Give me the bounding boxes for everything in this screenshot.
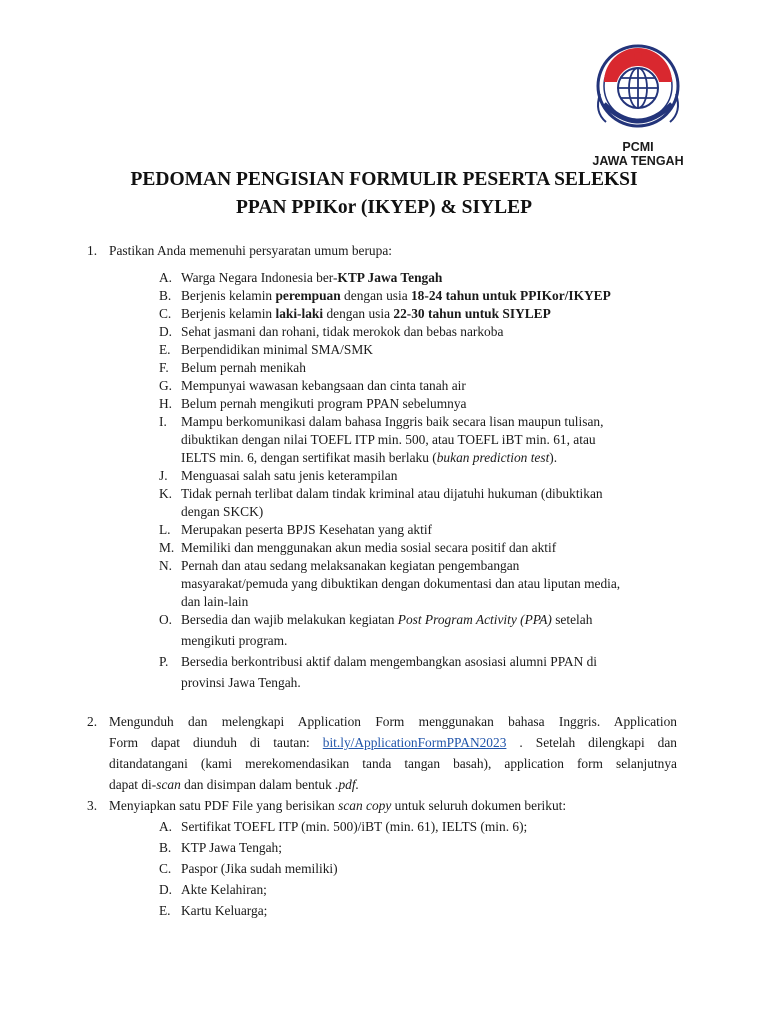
list-item-letter: O.	[159, 612, 173, 627]
list-item-letter: I.	[159, 414, 167, 429]
list-item: Belum pernah mengikuti program PPAN sebelumnya	[181, 396, 467, 411]
list-item: KTP Jawa Tengah;	[181, 840, 282, 855]
section-2-line-3: ditandatangani (kami merekomendasikan tanda tangan basah), application form selanjutnya	[109, 756, 677, 771]
list-item: Merupakan peserta BPJS Kesehatan yang aktif	[181, 522, 433, 537]
logo-line-2: JAWA TENGAH	[592, 154, 684, 168]
list-item: Sertifikat TOEFL ITP (min. 500)/iBT (min. 61), IELTS (min. 6);	[181, 819, 528, 834]
list-item: Pernah dan atau sedang melaksanakan kegiatan pengembangan	[181, 558, 520, 573]
section-2-line-1: Mengunduh dan melengkapi Application Form menggunakan bahasa Inggris. Application	[109, 714, 677, 729]
page-title-line-2: PPAN PPIKor (IKYEP) & SIYLEP	[235, 197, 533, 218]
list-item: Warga Negara Indonesia ber-KTP Jawa Tengah	[181, 270, 443, 285]
list-item: Tidak pernah terlibat dalam tindak kriminal atau dijatuhi hukuman (dibuktikan	[181, 486, 603, 501]
list-item-letter: D.	[159, 882, 173, 897]
list-item-letter: B.	[159, 288, 172, 303]
list-item-letter: H.	[159, 396, 173, 411]
application-form-link[interactable]: bit.ly/ApplicationFormPPAN2023	[322, 735, 507, 750]
list-item: Berpendidikan minimal SMA/SMK	[181, 342, 373, 357]
list-item-continuation: provinsi Jawa Tengah.	[181, 675, 301, 690]
list-item: Kartu Keluarga;	[181, 903, 268, 918]
section-2-line-4: dapat di-scan dan disimpan dalam bentuk .pdf.	[109, 777, 359, 792]
section-3-intro: Menyiapkan satu PDF File yang berisikan scan copy untuk seluruh dokumen berikut:	[109, 798, 567, 813]
list-item: Akte Kelahiran;	[181, 882, 267, 897]
list-item-continuation: dan lain-lain	[181, 594, 249, 609]
section-1-number: 1.	[87, 243, 98, 258]
list-item-letter: C.	[159, 306, 172, 321]
list-item-letter: G.	[159, 378, 173, 393]
list-item-letter: D.	[159, 324, 173, 339]
list-item: Menguasai salah satu jenis keterampilan	[181, 468, 398, 483]
list-item-letter: A.	[159, 270, 173, 285]
page-title-line-1: PEDOMAN PENGISIAN FORMULIR PESERTA SELEKSI	[130, 169, 638, 190]
list-item: Belum pernah menikah	[181, 360, 306, 375]
pcmi-emblem-icon	[574, 42, 702, 142]
section-1-intro: Pastikan Anda memenuhi persyaratan umum berupa:	[109, 243, 392, 258]
list-item-continuation: IELTS min. 6, dengan sertifikat masih berlaku (bukan prediction test).	[181, 450, 558, 465]
list-item: Bersedia berkontribusi aktif dalam mengembangkan asosiasi alumni PPAN di	[181, 654, 598, 669]
list-item: Sehat jasmani dan rohani, tidak merokok dan bebas narkoba	[181, 324, 504, 339]
list-item: Mempunyai wawasan kebangsaan dan cinta tanah air	[181, 378, 466, 393]
list-item-continuation: mengikuti program.	[181, 633, 288, 648]
list-item-letter: P.	[159, 654, 169, 669]
list-item-letter: A.	[159, 819, 173, 834]
list-item-letter: M.	[159, 540, 175, 555]
list-item: Memiliki dan menggunakan akun media sosial secara positif dan aktif	[181, 540, 557, 555]
list-item: Paspor (Jika sudah memiliki)	[181, 861, 338, 876]
pcmi-logo	[574, 42, 702, 168]
list-item-letter: J.	[159, 468, 168, 483]
list-item-letter: C.	[159, 861, 172, 876]
section-2-line-2: Form dapat diunduh di tautan: bit.ly/ApplicationFormPPAN2023 . Setelah dilengkapi dan	[109, 735, 678, 750]
list-item-letter: B.	[159, 840, 172, 855]
list-item-letter: K.	[159, 486, 173, 501]
list-item: Mampu berkomunikasi dalam bahasa Inggris baik secara lisan maupun tulisan,	[181, 414, 604, 429]
list-item-letter: E.	[159, 903, 171, 918]
list-item-continuation: dibuktikan dengan nilai TOEFL ITP min. 500, atau TOEFL iBT min. 61, atau	[181, 432, 596, 447]
list-item-letter: E.	[159, 342, 171, 357]
list-item: Berjenis kelamin perempuan dengan usia 18-24 tahun untuk PPIKor/IKYEP	[181, 288, 611, 303]
list-item: Berjenis kelamin laki-laki dengan usia 22-30 tahun untuk SIYLEP	[181, 306, 551, 321]
section-3-number: 3.	[87, 798, 98, 813]
list-item-letter: F.	[159, 360, 169, 375]
list-item-letter: N.	[159, 558, 173, 573]
list-item-continuation: dengan SKCK)	[181, 504, 264, 519]
section-2-number: 2.	[87, 714, 98, 729]
logo-line-1: PCMI	[622, 140, 654, 154]
list-item-letter: L.	[159, 522, 171, 537]
list-item: Bersedia dan wajib melakukan kegiatan Post Program Activity (PPA) setelah	[181, 612, 593, 627]
list-item-continuation: masyarakat/pemuda yang dibuktikan dengan dokumentasi dan atau liputan media,	[181, 576, 621, 591]
